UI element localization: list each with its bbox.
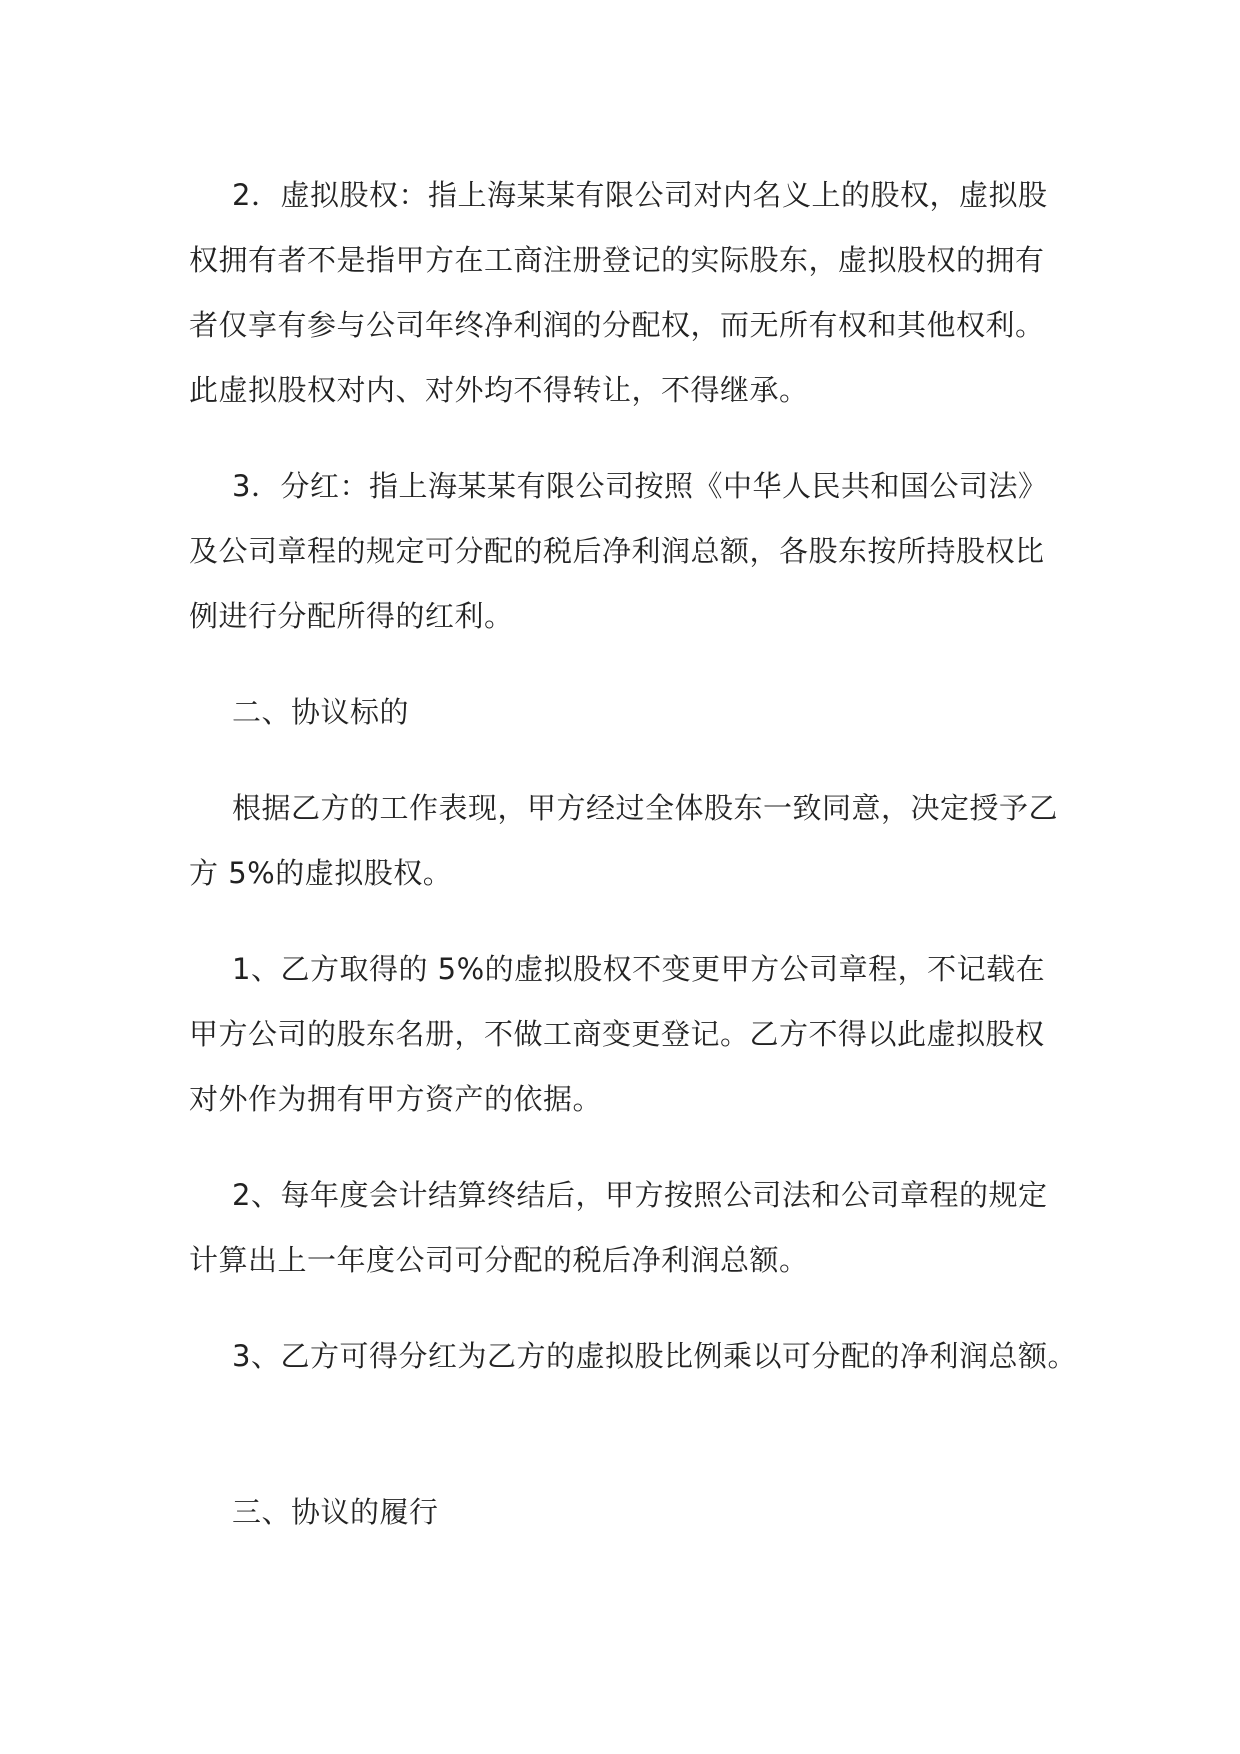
- paragraph-line: 此虚拟股权对内、对外均不得转让，不得继承。: [189, 373, 809, 407]
- paragraph-line: 根据乙方的工作表现，甲方经过全体股东一致同意，决定授予乙: [232, 791, 1059, 825]
- paragraph-line: 计算出上一年度公司可分配的税后净利润总额。: [189, 1243, 809, 1277]
- paragraph-line: 甲方公司的股东名册，不做工商变更登记。乙方不得以此虚拟股权: [189, 1017, 1045, 1051]
- paragraph-line: 权拥有者不是指甲方在工商注册登记的实际股东，虚拟股权的拥有: [189, 243, 1045, 277]
- paragraph-line: 2、每年度会计结算终结后，甲方按照公司法和公司章程的规定: [232, 1178, 1048, 1212]
- paragraph-line: 例进行分配所得的红利。: [189, 599, 514, 633]
- paragraph-line: 及公司章程的规定可分配的税后净利润总额，各股东按所持股权比: [189, 534, 1045, 568]
- paragraph-line: 3、乙方可得分红为乙方的虚拟股比例乘以可分配的净利润总额。: [232, 1339, 1077, 1373]
- paragraph-line: 3．分红：指上海某某有限公司按照《中华人民共和国公司法》: [232, 469, 1048, 503]
- paragraph-line: 2．虚拟股权：指上海某某有限公司对内名义上的股权，虚拟股: [232, 178, 1048, 212]
- paragraph-line: 1、乙方取得的 5%的虚拟股权不变更甲方公司章程，不记载在: [232, 952, 1046, 986]
- section-heading: 三、协议的履行: [232, 1495, 439, 1529]
- section-heading: 二、协议标的: [232, 695, 410, 729]
- paragraph-line: 方 5%的虚拟股权。: [189, 856, 453, 890]
- paragraph-line: 者仅享有参与公司年终净利润的分配权，而无所有权和其他权利。: [189, 308, 1045, 342]
- paragraph-line: 对外作为拥有甲方资产的依据。: [189, 1082, 603, 1116]
